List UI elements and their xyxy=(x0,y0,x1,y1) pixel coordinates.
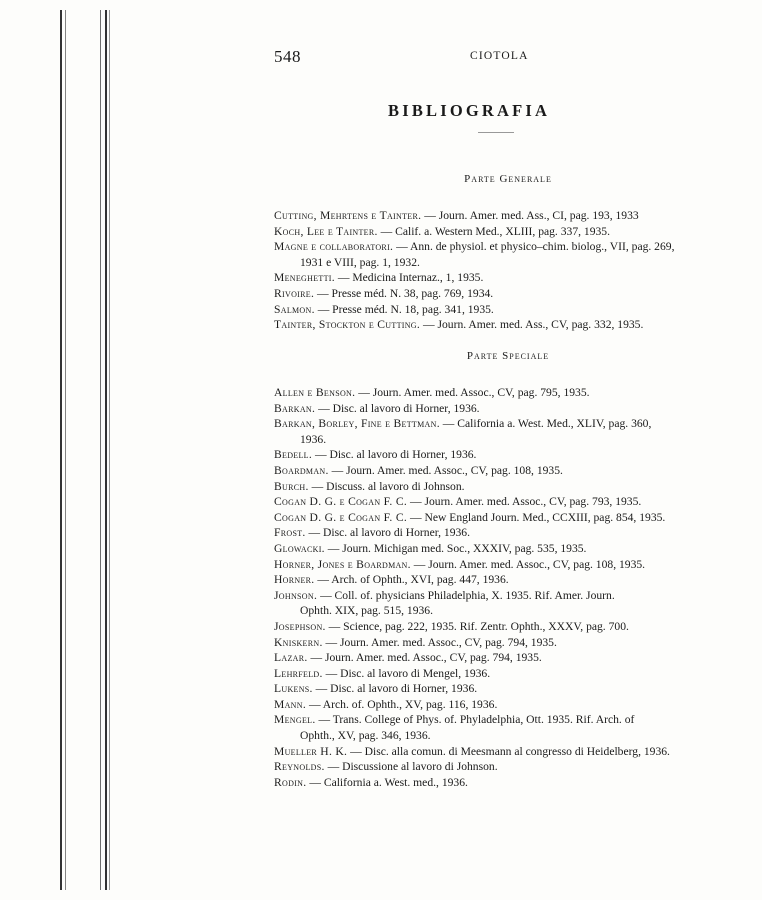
reference-citation: — Calif. a. Western Med., XLIII, pag. 337, 1935. xyxy=(380,224,610,238)
title-rule xyxy=(478,132,514,133)
reference-citation: — Journ. Amer. med. Ass., CI, pag. 193, 1933 xyxy=(424,209,639,222)
reference-continuation: 1931 e VIII, pag. 1, 1932. xyxy=(300,255,420,269)
reference-citation: — Journ. Amer. med. Ass., CV, pag. 332, 1935. xyxy=(422,318,644,332)
reference-authors: Horner, Jones e Boardman. xyxy=(274,557,411,571)
reference-authors: Cutting, Mehrtens e Tainter. xyxy=(274,209,422,222)
reference-authors: Burch. xyxy=(274,479,309,493)
reference-citation: — Journ. Michigan med. Soc., XXXIV, pag. 535, 1935. xyxy=(327,541,587,555)
reference-entry xyxy=(274,494,734,510)
reference-citation: — Disc. al lavoro di Mengel, 1936. xyxy=(325,666,491,680)
reference-citation: — Discuss. al lavoro di Johnson. xyxy=(311,479,465,493)
reference-entry xyxy=(274,650,734,666)
reference-authors: Lukens. xyxy=(274,682,313,696)
section-heading-general: Parte Generale xyxy=(464,173,552,185)
reference-citation: — Arch. of Ophth., XVI, pag. 447, 1936. xyxy=(317,573,509,587)
page-number: 548 xyxy=(274,47,301,66)
reference-citation: — Medicina Internaz., 1, 1935. xyxy=(337,271,484,285)
reference-continuation: Ophth. XIX, pag. 515, 1936. xyxy=(300,604,433,618)
reference-authors: Frost. xyxy=(274,526,306,540)
reference-entry xyxy=(274,759,734,775)
reference-entry xyxy=(274,525,734,541)
reference-authors: Tainter, Stockton e Cutting. xyxy=(274,318,421,332)
reference-authors: Koch, Lee e Tainter. xyxy=(274,224,378,238)
reference-citation: — Presse méd. N. 18, pag. 341, 1935. xyxy=(317,302,494,316)
reference-authors: Glowacki. xyxy=(274,541,325,555)
binding-edge xyxy=(56,10,126,890)
reference-citation: — California a. West. Med., XLIV, pag. 360, xyxy=(442,417,652,431)
reference-citation: — New England Journ. Med., CCXIII, pag. 854, 1935. xyxy=(409,510,666,524)
reference-authors: Bedell. xyxy=(274,448,313,462)
reference-list-special xyxy=(274,385,734,790)
reference-entry xyxy=(274,416,734,447)
reference-citation: — Ann. de physiol. et physico–chim. biolog., VII, pag. 269, xyxy=(396,240,675,254)
reference-entry xyxy=(274,479,734,495)
reference-authors: Rodin. xyxy=(274,775,307,789)
reference-citation: — Science, pag. 222, 1935. Rif. Zentr. Ophth., XXXV, pag. 700. xyxy=(328,619,629,633)
reference-entry xyxy=(274,286,734,302)
reference-citation: — Coll. of. physicians Philadelphia, X. 1935. Rif. Amer. Journ. xyxy=(320,588,615,602)
reference-authors: Barkan, Borley, Fine e Bettman. xyxy=(274,417,440,431)
reference-list-general xyxy=(274,208,734,333)
reference-authors: Meneghetti. xyxy=(274,271,335,285)
section-heading-special: Parte Speciale xyxy=(466,350,550,362)
reference-citation: — Disc. alla comun. di Meesmann al congresso di Heidelberg, 1936. xyxy=(350,744,670,758)
reference-entry xyxy=(274,510,734,526)
reference-citation: — Journ. Amer. med. Assoc., CV, pag. 108, 1935. xyxy=(331,463,563,477)
reference-entry xyxy=(274,463,734,479)
reference-authors: Magne e collaboratori. xyxy=(274,240,394,254)
reference-citation: — Disc. al lavoro di Horner, 1936. xyxy=(315,682,478,696)
reference-entry xyxy=(274,239,734,270)
reference-authors: Boardman. xyxy=(274,463,329,477)
reference-authors: Johnson. xyxy=(274,588,318,602)
reference-entry xyxy=(274,635,734,651)
page-header xyxy=(0,47,762,67)
reference-citation: — Journ. Amer. med. Assoc., CV, pag. 793, 1935. xyxy=(409,495,642,509)
reference-entry xyxy=(274,385,734,401)
reference-authors: Rivoire. xyxy=(274,286,315,300)
reference-authors: Reynolds. xyxy=(274,760,325,774)
reference-entry xyxy=(274,666,734,682)
reference-citation: — Disc. al lavoro di Horner, 1936. xyxy=(318,401,480,415)
reference-entry xyxy=(274,712,734,743)
reference-entry xyxy=(274,208,734,224)
reference-entry xyxy=(274,619,734,635)
reference-entry xyxy=(274,775,734,791)
reference-citation: — Arch. of. Ophth., XV, pag. 116, 1936. xyxy=(308,697,498,711)
reference-citation: — Disc. al lavoro di Horner, 1936. xyxy=(314,448,477,462)
reference-entry xyxy=(274,224,734,240)
reference-entry xyxy=(274,557,734,573)
reference-citation: — Journ. Amer. med. Assoc., CV, pag. 795, 1935. xyxy=(358,386,590,399)
reference-entry xyxy=(274,270,734,286)
reference-citation: — Journ. Amer. med. Assoc., CV, pag. 108, 1935. xyxy=(413,557,646,571)
reference-continuation: 1936. xyxy=(300,432,327,446)
reference-entry xyxy=(274,302,734,318)
reference-entry xyxy=(274,401,734,417)
reference-authors: Salmon. xyxy=(274,302,315,316)
reference-entry xyxy=(274,572,734,588)
reference-entry xyxy=(274,317,734,333)
reference-authors: Lehrfeld. xyxy=(274,666,323,680)
reference-authors: Horner. xyxy=(274,573,315,587)
reference-authors: Mueller H. K. xyxy=(274,744,348,758)
reference-authors: Cogan D. G. e Cogan F. C. xyxy=(274,495,408,509)
reference-continuation: Ophth., XV, pag. 346, 1936. xyxy=(300,729,431,743)
reference-citation: — Discussione al lavoro di Johnson. xyxy=(327,760,498,774)
reference-authors: Allen e Benson. xyxy=(274,386,356,399)
reference-citation: — California a. West. med., 1936. xyxy=(309,775,468,789)
reference-authors: Kniskern. xyxy=(274,635,323,649)
reference-entry xyxy=(274,681,734,697)
reference-entry xyxy=(274,588,734,619)
reference-citation: — Presse méd. N. 38, pag. 769, 1934. xyxy=(317,286,494,300)
reference-authors: Josephson. xyxy=(274,619,326,633)
reference-citation: — Journ. Amer. med. Assoc., CV, pag. 794, 1935. xyxy=(310,651,542,665)
reference-authors: Barkan. xyxy=(274,401,316,415)
reference-citation: — Disc. al lavoro di Horner, 1936. xyxy=(308,526,471,540)
reference-entry xyxy=(274,541,734,557)
reference-citation: — Journ. Amer. med. Assoc., CV, pag. 794, 1935. xyxy=(325,635,557,649)
reference-entry xyxy=(274,744,734,760)
reference-authors: Lazar. xyxy=(274,651,308,665)
reference-entry xyxy=(274,447,734,463)
reference-authors: Mann. xyxy=(274,697,307,711)
reference-entry xyxy=(274,697,734,713)
reference-citation: — Trans. College of Phys. of. Phyladelphia, Ott. 1935. Rif. Arch. of xyxy=(318,713,635,727)
page-title: BIBLIOGRAFIA xyxy=(388,101,551,120)
reference-authors: Mengel. xyxy=(274,713,316,727)
reference-authors: Cogan D. G. e Cogan F. C. xyxy=(274,510,408,524)
running-head: CIOTOLA xyxy=(470,50,529,62)
